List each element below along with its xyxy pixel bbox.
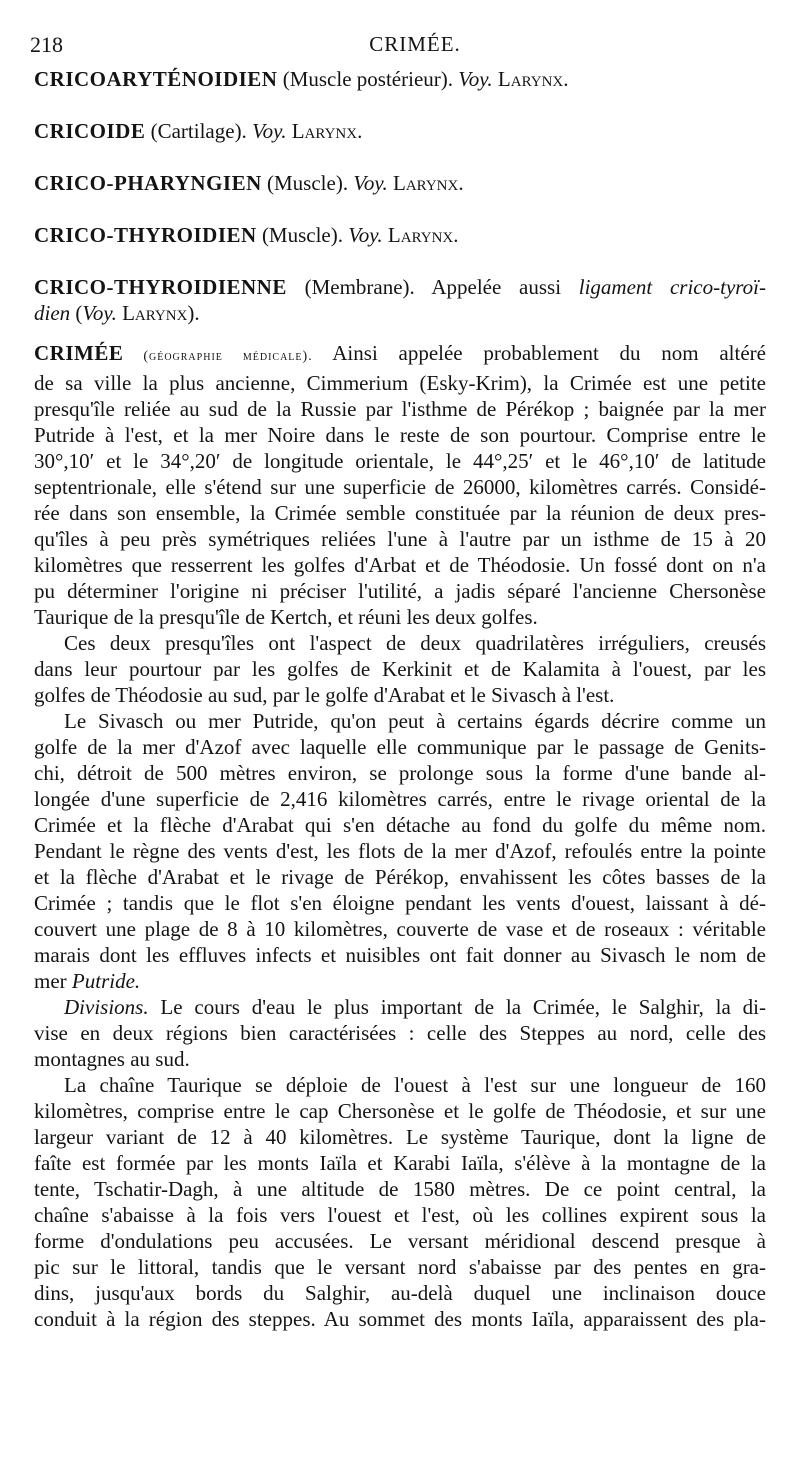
entry-reference: Larynx. [286,119,363,143]
paragraph-line: 30°,10′ et le 34°,20′ de longitude orientale, le 44°,25′ et le 46°,10′ de latitude [34,449,766,473]
page-body [34,66,766,1332]
paragraph-line: tente, Tschatir-Dagh, à une altitude de 1580 mètres. De ce point central, la [34,1177,766,1201]
paragraph-line: golfe de la mer d'Azof avec laquelle elle communique par le passage de Genits- [34,735,766,759]
entry-italic: dien [34,301,71,325]
paragraph-line: conduit à la région des steppes. Au sommet des monts Iaïla, apparaissent des pla- [34,1307,766,1331]
dictionary-entry [34,66,766,92]
entry-text: (Muscle). [256,223,349,247]
paragraph-line: et la flèche d'Arabat et le rivage de Pérékop, envahissent les côtes basses de la [34,865,766,889]
entry-headword: CRICO-PHARYNGIEN [34,171,262,195]
entry-text: (Membrane). Appelée aussi [286,275,579,299]
paragraph-line: kilomètres que resserrent les golfes d'Arbat et de Théodosie. Un fossé dont on n'a [34,553,766,577]
dictionary-entry [34,118,766,144]
entry-headword: CRICOIDE [34,119,146,143]
entry-reference: Larynx). [116,301,200,325]
paragraph-line: Le cours d'eau le plus important de la Crimée, le Salghir, la di- [148,995,766,1019]
article-headword: CRIMÉE [34,341,124,365]
paragraph-line: Crimée ; tandis que le flot s'en éloigne pendant les vents d'ouest, laissant à dé- [34,891,766,915]
running-head: CRIMÉE. [369,32,461,56]
entry-voy: Voy. [82,301,117,325]
paragraph-line: forme d'ondulations peu accusées. Le versant méridional descend presque à [34,1229,766,1253]
paragraph-line: Pendant le règne des vents d'est, les flots de la mer d'Azof, refoulés entre la pointe [34,839,766,863]
paragraph-line: qu'îles à peu près symétriques reliées l'une à l'autre par un isthme de 15 à 20 [34,527,766,551]
paragraph-line: presqu'île reliée au sud de la Russie par l'isthme de Pérékop ; baignée par la mer [34,397,766,421]
entry-headword: CRICO-THYROIDIEN [34,223,257,247]
entry-voy: Voy. [252,119,287,143]
entry-headword: CRICO-THYROIDIENNE [34,275,287,299]
entry-voy: Voy. [348,223,383,247]
paragraph-line: dans leur pourtour par les golfes de Kerkinit et de Kalamita à l'ouest, par les [34,657,766,681]
paragraph-line: La chaîne Taurique se déploie de l'ouest à l'est sur une longueur de 160 [64,1073,766,1097]
article-subject: (géographie médicale). [123,349,313,364]
paragraph-line: chaîne s'abaisse à la fois vers l'ouest et l'est, où les collines expirent sous la [34,1203,766,1227]
dictionary-entry [34,170,766,196]
paragraph-line: Le Sivasch ou mer Putride, qu'on peut à certains égards décrire comme un [64,709,766,733]
paragraph-line: pu déterminer l'origine ni préciser l'utilité, a jadis séparé l'ancienne Chersonèse [34,579,766,603]
entry-reference: Larynx. [382,223,459,247]
paragraph-line: montagnes au sud. [34,1047,190,1071]
paragraph-line: Ainsi appelée probablement du nom altéré [312,341,766,365]
entry-italic: ligament crico-tyroï- [578,275,766,299]
paragraph-line: Crimée et la flèche d'Arabat qui s'en détache au fond du golfe du même nom. [34,813,766,837]
paragraph-line: Putride à l'est, et la mer Noire dans le reste de son pourtour. Comprise entre le [34,423,766,447]
paragraph-line: septentrionale, elle s'étend sur une superficie de 26000, kilomètres carrés. Considé- [34,475,766,499]
entry-text: (Muscle). [261,171,354,195]
section-label: Divisions. [64,995,149,1019]
paragraph-line: de sa ville la plus ancienne, Cimmerium (Esky-Krim), la Crimée est une petite [34,371,766,395]
entry-text: (Cartilage). [145,119,253,143]
paragraph-line: vise en deux régions bien caractérisées : celle des Steppes au nord, celle des [34,1021,766,1045]
entry-text: ( [70,301,83,325]
paragraph-line: dins, jusqu'aux bords du Salghir, au-delà duquel une inclinaison douce [34,1281,766,1305]
entry-reference: Larynx. [492,67,569,91]
paragraph-line: mer [34,969,72,993]
paragraph-line: largeur variant de 12 à 40 kilomètres. Le système Taurique, dont la ligne de [34,1125,766,1149]
paragraph-line: longée d'une superficie de 2,416 kilomètres carrés, entre le rivage oriental de la [34,787,766,811]
paragraph-line: rée dans son ensemble, la Crimée semble constituée par la réunion de deux pres- [34,501,766,525]
page-number: 218 [30,32,63,57]
paragraph-line: chi, détroit de 500 mètres environ, se prolonge sous la forme d'une bande al- [34,761,766,785]
paragraph-line: marais dont les effluves infects et nuisibles ont fait donner au Sivasch le nom de [34,943,766,967]
dictionary-entry [34,274,766,326]
entry-headword: CRICOARYTÉNOIDIEN [34,67,278,91]
paragraph-line: kilomètres, comprise entre le cap Chersonèse et le golfe de Théodosie, et sur une [34,1099,766,1123]
entry-voy: Voy. [458,67,493,91]
crimee-article [34,340,766,1332]
entry-voy: Voy. [353,171,388,195]
paragraph-line: faîte est formée par les monts Iaïla et Karabi Iaïla, s'élève à la montagne de la [34,1151,766,1175]
paragraph-line: Taurique de la presqu'île de Kertch, et réuni les deux golfes. [34,605,538,629]
entry-text: (Muscle postérieur). [277,67,459,91]
paragraph-line: Ces deux presqu'îles ont l'aspect de deux quadrilatères irréguliers, creusés [64,631,766,655]
paragraph-line: golfes de Théodosie au sud, par le golfe d'Arabat et le Sivasch à l'est. [34,683,615,707]
paragraph-italic: Putride. [71,969,141,993]
paragraph-line: pic sur le littoral, tandis que le versant nord s'abaisse par des pentes en gra- [34,1255,766,1279]
dictionary-entry [34,222,766,248]
paragraph-line: couvert une plage de 8 à 10 kilomètres, couverte de vase et de roseaux : véritable [34,917,766,941]
page-header [30,32,770,62]
entry-reference: Larynx. [387,171,464,195]
